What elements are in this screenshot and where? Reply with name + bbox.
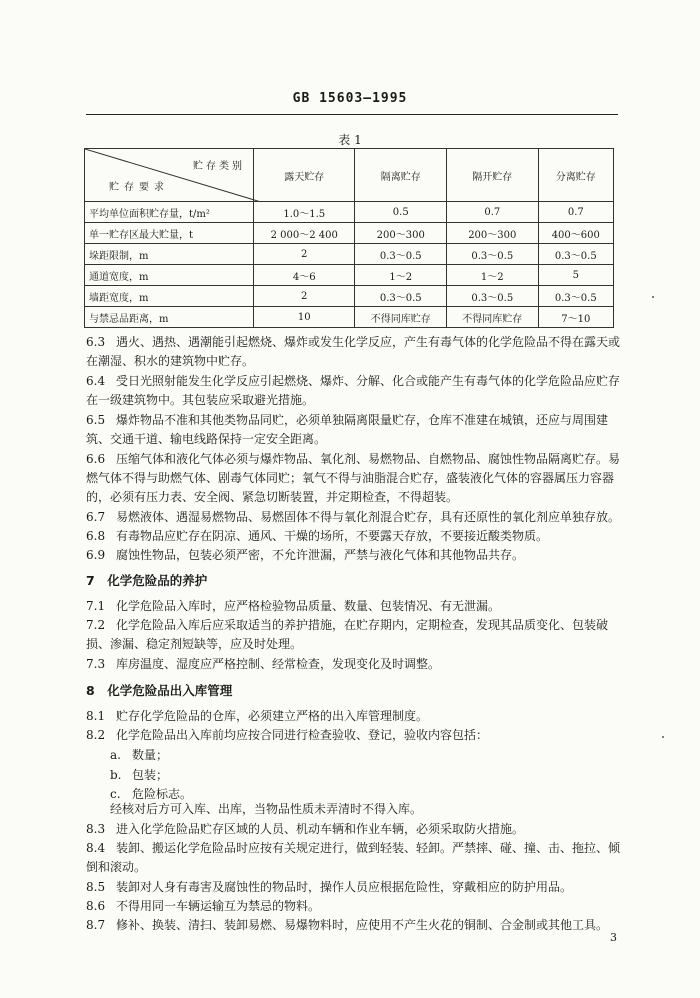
clause-7-3 [86,655,620,674]
list-letter: c. [110,787,121,801]
clause-7-2 [86,616,620,654]
table-row [85,307,614,328]
table-cell: 0.5 [355,202,447,223]
table-cell: 200～300 [447,223,539,244]
clause-6-4 [86,372,620,410]
clause-text: 有毒物品应贮存在阴凉、通风、干燥的场所，不要露天存放，不要接近酸类物质。 [116,529,549,543]
table-cell: 0.3～0.5 [447,244,539,265]
row-label: 与禁忌品距离，m [85,307,254,328]
clause-6-9 [86,546,620,565]
column-header: 隔开贮存 [447,149,539,202]
clause-6-7 [86,508,620,527]
clause-text: 压缩气体和液化气体必须与爆炸物品、氧化剂、易燃物品、自燃物品、腐蚀性物品隔离贮存。易燃气体不得与助燃气体、剧毒气体同贮；氧气不得与油脂混合贮存，盛装液化气体的容器属压力容器的，必须有压力表、安全阀、紧急切断装置，并定期检查，不得超装。 [86,452,621,504]
row-label: 单一贮存区最大贮量，t [85,223,254,244]
list-item [110,746,168,763]
table-cell: 4～6 [254,265,355,286]
clause-text: 修补、换装、清扫、装卸易燃、易爆物料时，应使用不产生火花的铜制、合金制或其他工具。 [116,918,609,932]
clause-text: 贮存化学危险品的仓库，必须建立严格的出入库管理制度。 [116,709,429,723]
clause-text: 化学危险品入库时，应严格检验物品质量、数量、包装情况、有无泄漏。 [116,599,501,613]
inspection-note: 经核对后方可入库、出库，当物品性质未弄清时不得入库。 [110,802,423,816]
table-cell: 1～2 [447,265,539,286]
corner-top-label: 贮存类别 [193,161,245,172]
table-cell: 不得同库贮存 [447,307,539,328]
table-cell: 0.3～0.5 [355,244,447,265]
row-label: 平均单位面积贮存量，t/m² [85,202,254,223]
corner-bottom-label: 贮存要求 [109,182,169,193]
column-header: 隔离贮存 [355,149,447,202]
clause-number: 8.2 [86,728,106,742]
table-cell: 400～600 [538,223,613,244]
clause-number: 6.8 [86,529,106,543]
clause-text: 装卸、搬运化学危险品时应按有关规定进行，做到轻装、轻卸。严禁摔、碰、撞、击、拖拉、倾倒和滚动。 [86,841,621,874]
table-cell: 0.3～0.5 [355,286,447,307]
clause-6-3 [86,333,620,371]
clause-number: 8.5 [86,880,106,894]
scan-speck [652,296,654,298]
table-cell: 200～300 [355,223,447,244]
clause-number: 6.9 [86,548,106,562]
clause-text: 腐蚀性物品，包装必须严密，不允许泄漏，严禁与液化气体和其他物品共存。 [116,548,525,562]
table-cell: 0.3～0.5 [447,286,539,307]
table-cell: 2 000～2 400 [254,223,355,244]
clause-text: 遇火、遇热、遇潮能引起燃烧、爆炸或发生化学反应，产生有毒气体的化学危险品不得在露天或在潮湿、积水的建筑物中贮存。 [86,335,621,368]
list-letter: a. [110,748,121,762]
clause-number: 6.7 [86,510,106,524]
list-text: 包装； [132,768,169,782]
table-cell: 0.3～0.5 [538,286,613,307]
clause-text: 不得用同一车辆运输互为禁忌的物料。 [116,899,321,913]
clause-text: 装卸对人身有毒害及腐蚀性的物品时，操作人员应根据危险性，穿戴相应的防护用品。 [116,880,573,894]
table-cell: 10 [254,307,355,328]
scan-speck [662,736,664,738]
table-cell: 1.0～1.5 [254,202,355,223]
clause-text: 易燃液体、遇湿易燃物品、易燃固体不得与氧化剂混合贮存，具有还原性的氧化剂应单独存放。 [116,510,621,524]
list-text: 数量； [132,748,169,762]
clause-text: 进入化学危险品贮存区域的人员、机动车辆和作业车辆，必须采取防火措施。 [116,822,525,836]
list-item [110,766,168,783]
table-cell: 0.3～0.5 [538,244,613,265]
table-row [85,286,614,307]
table-cell: 2 [254,244,355,265]
header-rule [86,114,618,115]
list-text: 危险标志。 [132,787,193,801]
clause-6-8 [86,527,620,546]
clause-8-1 [86,707,620,726]
storage-requirements-table [84,148,614,328]
section-8-heading: 8 化学危险品出入库管理 [86,683,233,698]
clause-number: 8.6 [86,899,106,913]
clause-number: 8.1 [86,709,106,723]
table-caption: 表 1 [338,133,362,147]
clause-number: 7.1 [86,599,106,613]
clause-number: 8.4 [86,841,106,855]
clause-text: 受日光照射能发生化学反应引起燃烧、爆炸、分解、化合或能产生有毒气体的化学危险品应贮存在一级建筑物中。其包装应采取避光措施。 [86,374,621,407]
clause-text: 爆炸物品不准和其他类物品同贮，必须单独隔离限量贮存，仓库不准建在城镇，还应与周围建筑、交通干道、输电线路保持一定安全距离。 [86,413,609,446]
table-row [85,265,614,286]
table-cell: 0.7 [538,202,613,223]
row-label: 通道宽度，m [85,265,254,286]
row-label: 墙距宽度，m [85,286,254,307]
row-label: 垛距限制，m [85,244,254,265]
clause-text: 化学危险品出入库前均应按合同进行检查验收、登记，验收内容包括： [116,728,489,742]
page-number: 3 [610,931,617,944]
column-header: 露天贮存 [254,149,355,202]
clause-number: 7.2 [86,618,106,632]
clause-text: 库房温度、湿度应严格控制、经常检查，发现变化及时调整。 [116,657,441,671]
clause-6-5 [86,411,620,449]
diagonal-corner-cell [85,149,254,202]
clause-number: 6.5 [86,413,106,427]
clause-8-5 [86,878,620,897]
clause-number: 8.7 [86,918,106,932]
table-cell: 5 [538,265,613,286]
table-cell: 0.7 [447,202,539,223]
list-letter: b. [110,768,122,782]
clause-8-3 [86,820,620,839]
clause-number: 6.3 [86,335,106,349]
table-cell: 不得同库贮存 [355,307,447,328]
clause-8-6 [86,897,620,916]
table-row [85,202,614,223]
clause-number: 6.6 [86,452,106,466]
clause-number: 8.3 [86,822,106,836]
column-header: 分离贮存 [538,149,613,202]
clause-8-4 [86,839,620,877]
section-7-heading: 7 化学危险品的养护 [86,573,208,588]
clause-text: 化学危险品入库后应采取适当的养护措施，在贮存期内，定期检查，发现其品质变化、包装破损、渗漏、稳定剂短缺等，应及时处理。 [86,618,609,651]
clause-number: 6.4 [86,374,106,388]
clause-7-1 [86,597,620,616]
table-cell: 2 [254,286,355,307]
table-cell: 7～10 [538,307,613,328]
table-header-row [85,149,614,202]
clause-number: 7.3 [86,657,106,671]
table-cell: 1～2 [355,265,447,286]
standard-code-header: GB 15603—1995 [292,91,408,106]
table-row [85,223,614,244]
clause-6-6 [86,450,620,507]
clause-8-7 [86,916,620,935]
table-row [85,244,614,265]
clause-8-2 [86,726,620,745]
